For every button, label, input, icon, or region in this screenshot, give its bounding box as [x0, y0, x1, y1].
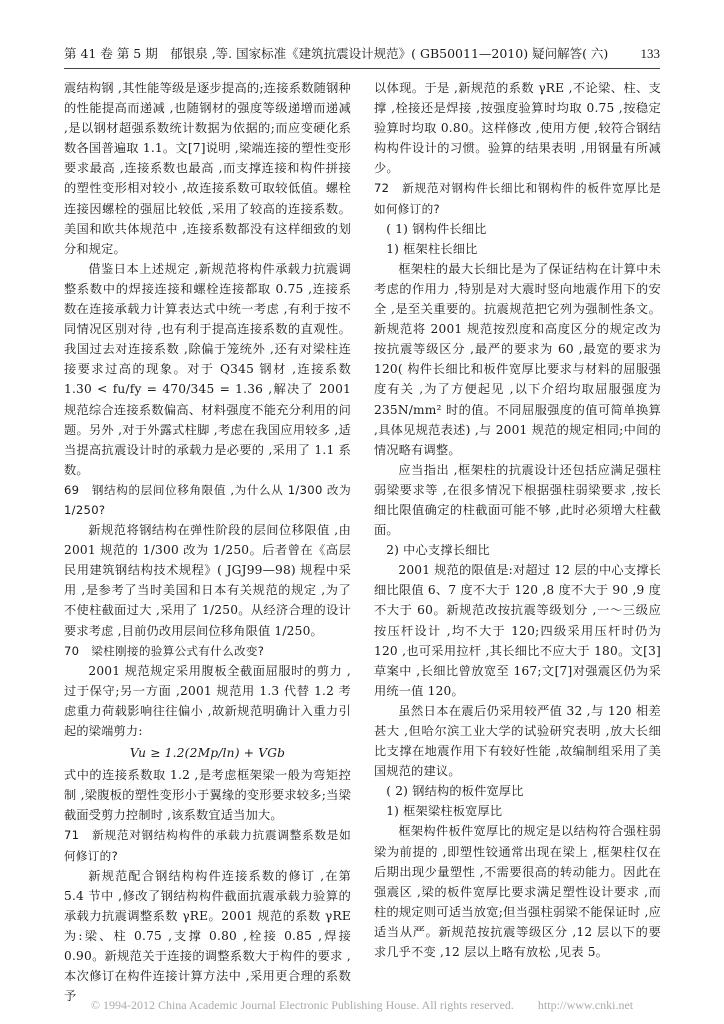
paragraph: 虽然日本在震后仍采用较严值 32 ,与 120 相差甚大 ,但哈尔滨工业大学的试验研究表明 ,放大长细比支撑在地震作用下有较好性能 ,故编制组采用了美国规范的建议。 [374, 703, 661, 779]
right-column [374, 78, 661, 962]
question-heading: 71 新规范对钢结构构件的承载力抗震调整系数是如何修订的? [64, 828, 351, 863]
subheading: ( 2) 钢结构的板件宽厚比 [386, 784, 524, 799]
paragraph: 震结构钢 ,其性能等级是逐步提高的;连接系数随钢种的性能提高而递减 ,也随钢材的强度等级递增而递减 ,是以钢材超强系数统计数据为依据的;而应变硬化系数各国普遍取 1.1。文[7]说明 ,梁端连接的塑性变形要求最高 ,连接系数也最高 ,而支撑连接和构件拼接的塑性变形相对较小 ,故连接系数可取较低值。螺栓连接因螺栓的强屈比较低 ,采用了较高的连接系数。美国和欧共体规范中 ,连接系数都没有这样细致的划分和规定。 [64, 81, 351, 256]
paragraph: 2001 规范的限值是:对超过 12 层的中心支撑长细比限值 6、7 度不大于 120 ,8 度不大于 90 ,9 度不大于 60。新规范改按抗震等级划分 ,一～三级应按压杆设计 ,均不大于 120;四级采用压杆时仍为 120 ,也可采用拉杆 ,其长细比不应大于 180。文[3]草案中 ,长细比曾放宽至 167;文[7]对强震区仍为采用统一值 120。 [374, 563, 661, 698]
paragraph: 新规范将钢结构在弹性阶段的层间位移限值 ,由 2001 规范的 1/300 改为 1/250。后者曾在《高层民用建筑钢结构技术规程》( JGJ99—98) 规程中采用 ,是参考了当时美国和日本有关规范的规定 ,为了不使柱截面过大 ,采用了 1/250。从经济合理的设计要求考虑 ,目前仍改用层间位移角限值 1/250。 [64, 523, 351, 638]
copyright-footer: © 1994-2012 China Academic Journal Electronic Publishing House. All rights reserved. http://www.cnki.net [90, 998, 634, 1012]
running-title: 第 41 卷 第 5 期 郁银泉 ,等. 国家标准《建筑抗震设计规范》( GB50011—2010) 疑问解答( 六) [64, 46, 609, 61]
question-heading: 70 梁柱刚接的验算公式有什么改变? [64, 643, 265, 658]
subheading: 2) 中心支撑长细比 [386, 543, 490, 558]
paragraph: 式中的连接系数取 1.2 ,是考虑框架梁一般为弯矩控制 ,梁腹板的塑性变形小于翼缘的变形要求较多;当梁截面受剪力控制时 ,该系数宜适当加大。 [64, 768, 351, 823]
subheading: 1) 框架梁柱板宽厚比 [386, 804, 503, 819]
paragraph: 框架柱的最大长细比是为了保证结构在计算中未考虑的作用力 ,特别是对大震时竖向地震作用下的安全 ,是至关重要的。抗震规范把它列为强制性条文。新规范将 2001 规范按烈度和高度区分的规定改为按抗震等级区分 ,最严的要求为 60 ,最宽的要求为 120( 构件长细比和板件宽厚比要求与材料的屈服强度有关 ,为了方便起见 ,以下介绍均取屈服强度为 235N/mm² 时的值。不同屈服强度的值可简单换算 ,具体见规范表述) ,与 2001 规范的规定相同;中间的情况略有调整。 [374, 261, 661, 457]
paragraph: 应当指出 ,框架柱的抗震设计还包括应满足强柱弱梁要求等 ,在很多情况下根据强柱弱梁要求 ,按长细比限值确定的柱截面可能不够 ,此时必须增大柱截面。 [374, 462, 661, 538]
header-rule [64, 68, 660, 69]
equation: Vu ≥ 1.2(2Mp/ln) + VGb [129, 746, 286, 761]
question-heading: 72 新规范对钢构件长细比和钢构件的板件宽厚比是如何修订的? [374, 181, 661, 216]
paragraph: 框架构件板件宽厚比的规定是以结构符合强柱弱梁为前提的 ,即塑性铰通常出现在梁上 ,框架柱仅在后期出现少量塑性 ,不需要很高的转动能力。因此在强震区 ,梁的板件宽厚比要求满足塑性设计要求 ,而柱的规定则可适当放宽;但当强柱弱梁不能保证时 ,应适当从严。新规范按抗震等级区分 ,12 层以下的要求几乎不变 ,12 层以上略有放松 ,见表 5。 [374, 824, 661, 960]
paragraph: 新规范配合钢结构构件连接系数的修订 ,在第 5.4 节中 ,修改了钢结构构件截面抗震承载力验算的承载力抗震调整系数 γRE。2001 规范的系数 γRE 为:梁、柱 0.75 ,支撑 0.80 ,栓接 0.85 ,焊接 0.90。新规范关于连接的调整系数大于构件的要求 ,本次修订在构件连接计算方法中 ,采用更合理的系数予 [64, 868, 351, 1004]
paragraph: 借鉴日本上述规定 ,新规范将构件承载力抗震调整系数中的焊接连接和螺栓连接都取 0.75 ,连接系数在连接承载力计算表达式中统一考虑 ,有利于按不同情况区别对待 ,也有利于提高连接系数的直观性。我国过去对连接系数 ,除偏于笼统外 ,还有对梁柱连接要求过高的现象。对于 Q345 钢材 ,连接系数 1.30 < fu/fy = 470/345 = 1.36 ,解决了 2001 规范综合连接系数偏高、材料强度不能充分利用的问题。另外 ,对于外露式柱脚 ,考虑在我国应用较多 ,适当提高抗震设计时的承载力是必要的 ,采用了 1.1 系数。 [64, 261, 351, 477]
page-number: 133 [640, 46, 660, 61]
subheading: 1) 框架柱长细比 [386, 241, 478, 256]
running-header [64, 44, 660, 64]
paragraph: 2001 规范规定采用腹板全截面屈服时的剪力 ,过于保守;另一方面 ,2001 规范用 1.3 代替 1.2 考虑重力荷载影响往往偏小 ,故新规范明确计入重力引起的梁端剪力: [64, 663, 351, 738]
question-heading: 69 钢结构的层间位移角限值 ,为什么从 1/300 改为 1/250? [64, 482, 351, 517]
subheading: ( 1) 钢构件长细比 [386, 221, 487, 236]
paragraph: 以体现。于是 ,新规范的系数 γRE ,不论梁、柱、支撑 ,栓接还是焊接 ,按强度验算时均取 0.75 ,按稳定验算时均取 0.80。这样修改 ,使用方便 ,较符合钢结构构件设计的习惯。验算的结果表明 ,用钢量有所减少。 [374, 81, 661, 176]
left-column [64, 78, 351, 1006]
